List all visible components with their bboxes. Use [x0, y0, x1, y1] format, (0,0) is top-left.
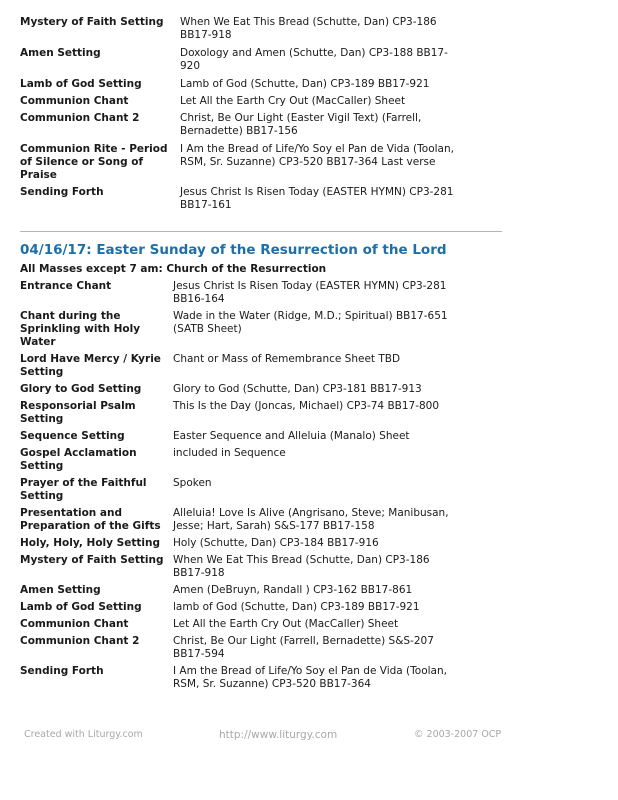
row-value: Christ, Be Our Light (Farrell, Bernadette) S&S-207 BB17-594: [173, 635, 434, 660]
table-row: [20, 47, 460, 73]
row-value: Doxology and Amen (Schutte, Dan) CP3-188 BB17-920: [180, 47, 448, 72]
table-row: [20, 400, 460, 426]
row-label: Gospel Acclamation Setting: [20, 447, 137, 472]
row-label: Prayer of the Faithful Setting: [20, 477, 147, 502]
row-label: Mystery of Faith Setting: [20, 554, 164, 566]
row-value: Chant or Mass of Remembrance Sheet TBD: [173, 353, 401, 365]
row-label: Entrance Chant: [20, 280, 112, 292]
row-label: Communion Chant 2: [20, 112, 140, 124]
row-label: Amen Setting: [20, 584, 101, 596]
row-label: Lamb of God Setting: [20, 601, 142, 613]
table-row: [20, 186, 460, 212]
table-row: [20, 95, 460, 108]
section-title: 04/16/17: Easter Sunday of the Resurrection of the Lord: [20, 242, 447, 258]
table-row: [20, 477, 460, 503]
row-label: Communion Chant: [20, 95, 129, 107]
row-label: Sending Forth: [20, 186, 104, 198]
previous-section: [20, 16, 460, 212]
row-value: Spoken: [173, 477, 212, 489]
row-value: Wade in the Water (Ridge, M.D.; Spiritual) BB17-651 (SATB Sheet): [173, 310, 448, 335]
row-value: Lamb of God (Schutte, Dan) CP3-189 BB17-921: [180, 78, 430, 90]
row-label: Chant during the Sprinkling with Holy Water: [20, 310, 141, 348]
row-value: I Am the Bread of Life/Yo Soy el Pan de Vida (Toolan, RSM, Sr. Suzanne) CP3-520 BB17-364: [173, 665, 447, 690]
row-value: Let All the Earth Cry Out (MacCaller) Sheet: [180, 95, 406, 107]
table-row: [20, 280, 460, 306]
row-label: Lamb of God Setting: [20, 78, 142, 90]
row-value: When We Eat This Bread (Schutte, Dan) CP3-186 BB17-918: [180, 16, 437, 41]
table-row: [20, 507, 460, 533]
table-row: [20, 635, 460, 661]
row-value: Jesus Christ Is Risen Today (EASTER HYMN) CP3-281 BB17-161: [180, 186, 454, 211]
table-row: [20, 353, 460, 379]
section-divider: [20, 231, 502, 232]
table-row: [20, 447, 460, 473]
row-value: Glory to God (Schutte, Dan) CP3-181 BB17-913: [173, 383, 422, 395]
table-row: [20, 78, 460, 91]
footer-credit: Created with Liturgy.com: [24, 729, 143, 740]
row-value: Christ, Be Our Light (Easter Vigil Text) (Farrell, Bernadette) BB17-156: [180, 112, 422, 137]
row-value: When We Eat This Bread (Schutte, Dan) CP3-186 BB17-918: [173, 554, 430, 579]
row-label: Communion Chant 2: [20, 635, 140, 647]
table-row: [20, 537, 460, 550]
table-row: [20, 430, 460, 443]
row-label: Holy, Holy, Holy Setting: [20, 537, 160, 549]
table-row: [20, 584, 460, 597]
section-subtitle: All Masses except 7 am: Church of the Resurrection: [20, 263, 327, 275]
table-row: [20, 16, 460, 42]
row-value: Let All the Earth Cry Out (MacCaller) Sheet: [173, 618, 399, 630]
row-label: Responsorial Psalm Setting: [20, 400, 136, 425]
row-label: Communion Chant: [20, 618, 129, 630]
row-label: Mystery of Faith Setting: [20, 16, 164, 28]
row-label: Sending Forth: [20, 665, 104, 677]
row-label: Lord Have Mercy / Kyrie Setting: [20, 353, 161, 378]
row-value: Amen (DeBruyn, Randall ) CP3-162 BB17-861: [173, 584, 413, 596]
row-value: Jesus Christ Is Risen Today (EASTER HYMN) CP3-281 BB16-164: [173, 280, 447, 305]
row-value: Easter Sequence and Alleluia (Manalo) Sheet: [173, 430, 410, 442]
row-value: Holy (Schutte, Dan) CP3-184 BB17-916: [173, 537, 379, 549]
table-row: [20, 601, 460, 614]
row-label: Communion Rite - Period of Silence or Song of Praise: [20, 143, 168, 181]
row-value: included in Sequence: [173, 447, 286, 459]
row-value: Alleluia! Love Is Alive (Angrisano, Steve; Manibusan, Jesse; Hart, Sarah) S&S-177 BB17-158: [173, 507, 449, 532]
footer-link[interactable]: http://www.liturgy.com: [219, 729, 338, 741]
table-row: [20, 665, 460, 691]
table-row: [20, 554, 460, 580]
row-label: Presentation and Preparation of the Gifts: [20, 507, 161, 532]
table-row: [20, 383, 460, 396]
table-row: [20, 310, 460, 349]
row-value: I Am the Bread of Life/Yo Soy el Pan de Vida (Toolan, RSM, Sr. Suzanne) CP3-520 BB17-364 Last verse: [180, 143, 454, 168]
table-row: [20, 618, 460, 631]
row-value: lamb of God (Schutte, Dan) CP3-189 BB17-921: [173, 601, 420, 613]
table-row: [20, 112, 460, 138]
row-label: Glory to God Setting: [20, 383, 142, 395]
row-label: Sequence Setting: [20, 430, 125, 442]
easter-section: [20, 242, 460, 691]
row-value: This Is the Day (Joncas, Michael) CP3-74 BB17-800: [173, 400, 440, 412]
row-label: Amen Setting: [20, 47, 101, 59]
table-row: [20, 143, 460, 182]
footer-copyright: © 2003-2007 OCP: [414, 729, 502, 740]
